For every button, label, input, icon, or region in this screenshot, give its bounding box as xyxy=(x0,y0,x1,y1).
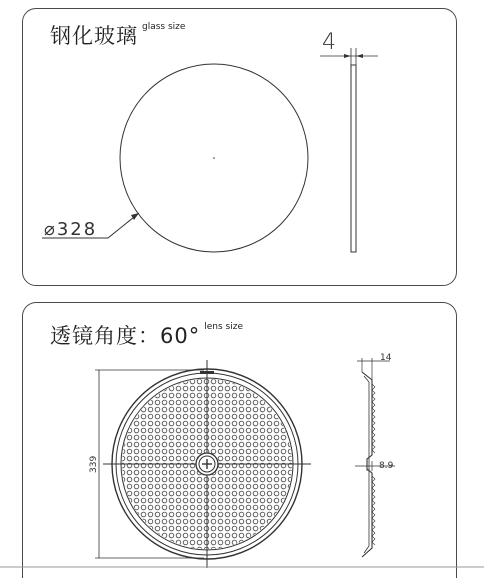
glass-title-en: glass size xyxy=(142,22,186,32)
height-label: 339 xyxy=(89,455,99,473)
side-mid-label: 8.9 xyxy=(379,461,394,471)
diameter-label: ⌀328 xyxy=(44,219,98,240)
side-top-label: 14 xyxy=(380,353,392,363)
thickness-label: 4 xyxy=(322,30,336,55)
lens-top-notch xyxy=(200,371,214,374)
glass-title-cn: 钢化玻璃 xyxy=(50,24,138,48)
lens-title-en: lens size xyxy=(204,322,243,332)
lens-title-cn: 透镜角度：60° xyxy=(50,324,201,348)
